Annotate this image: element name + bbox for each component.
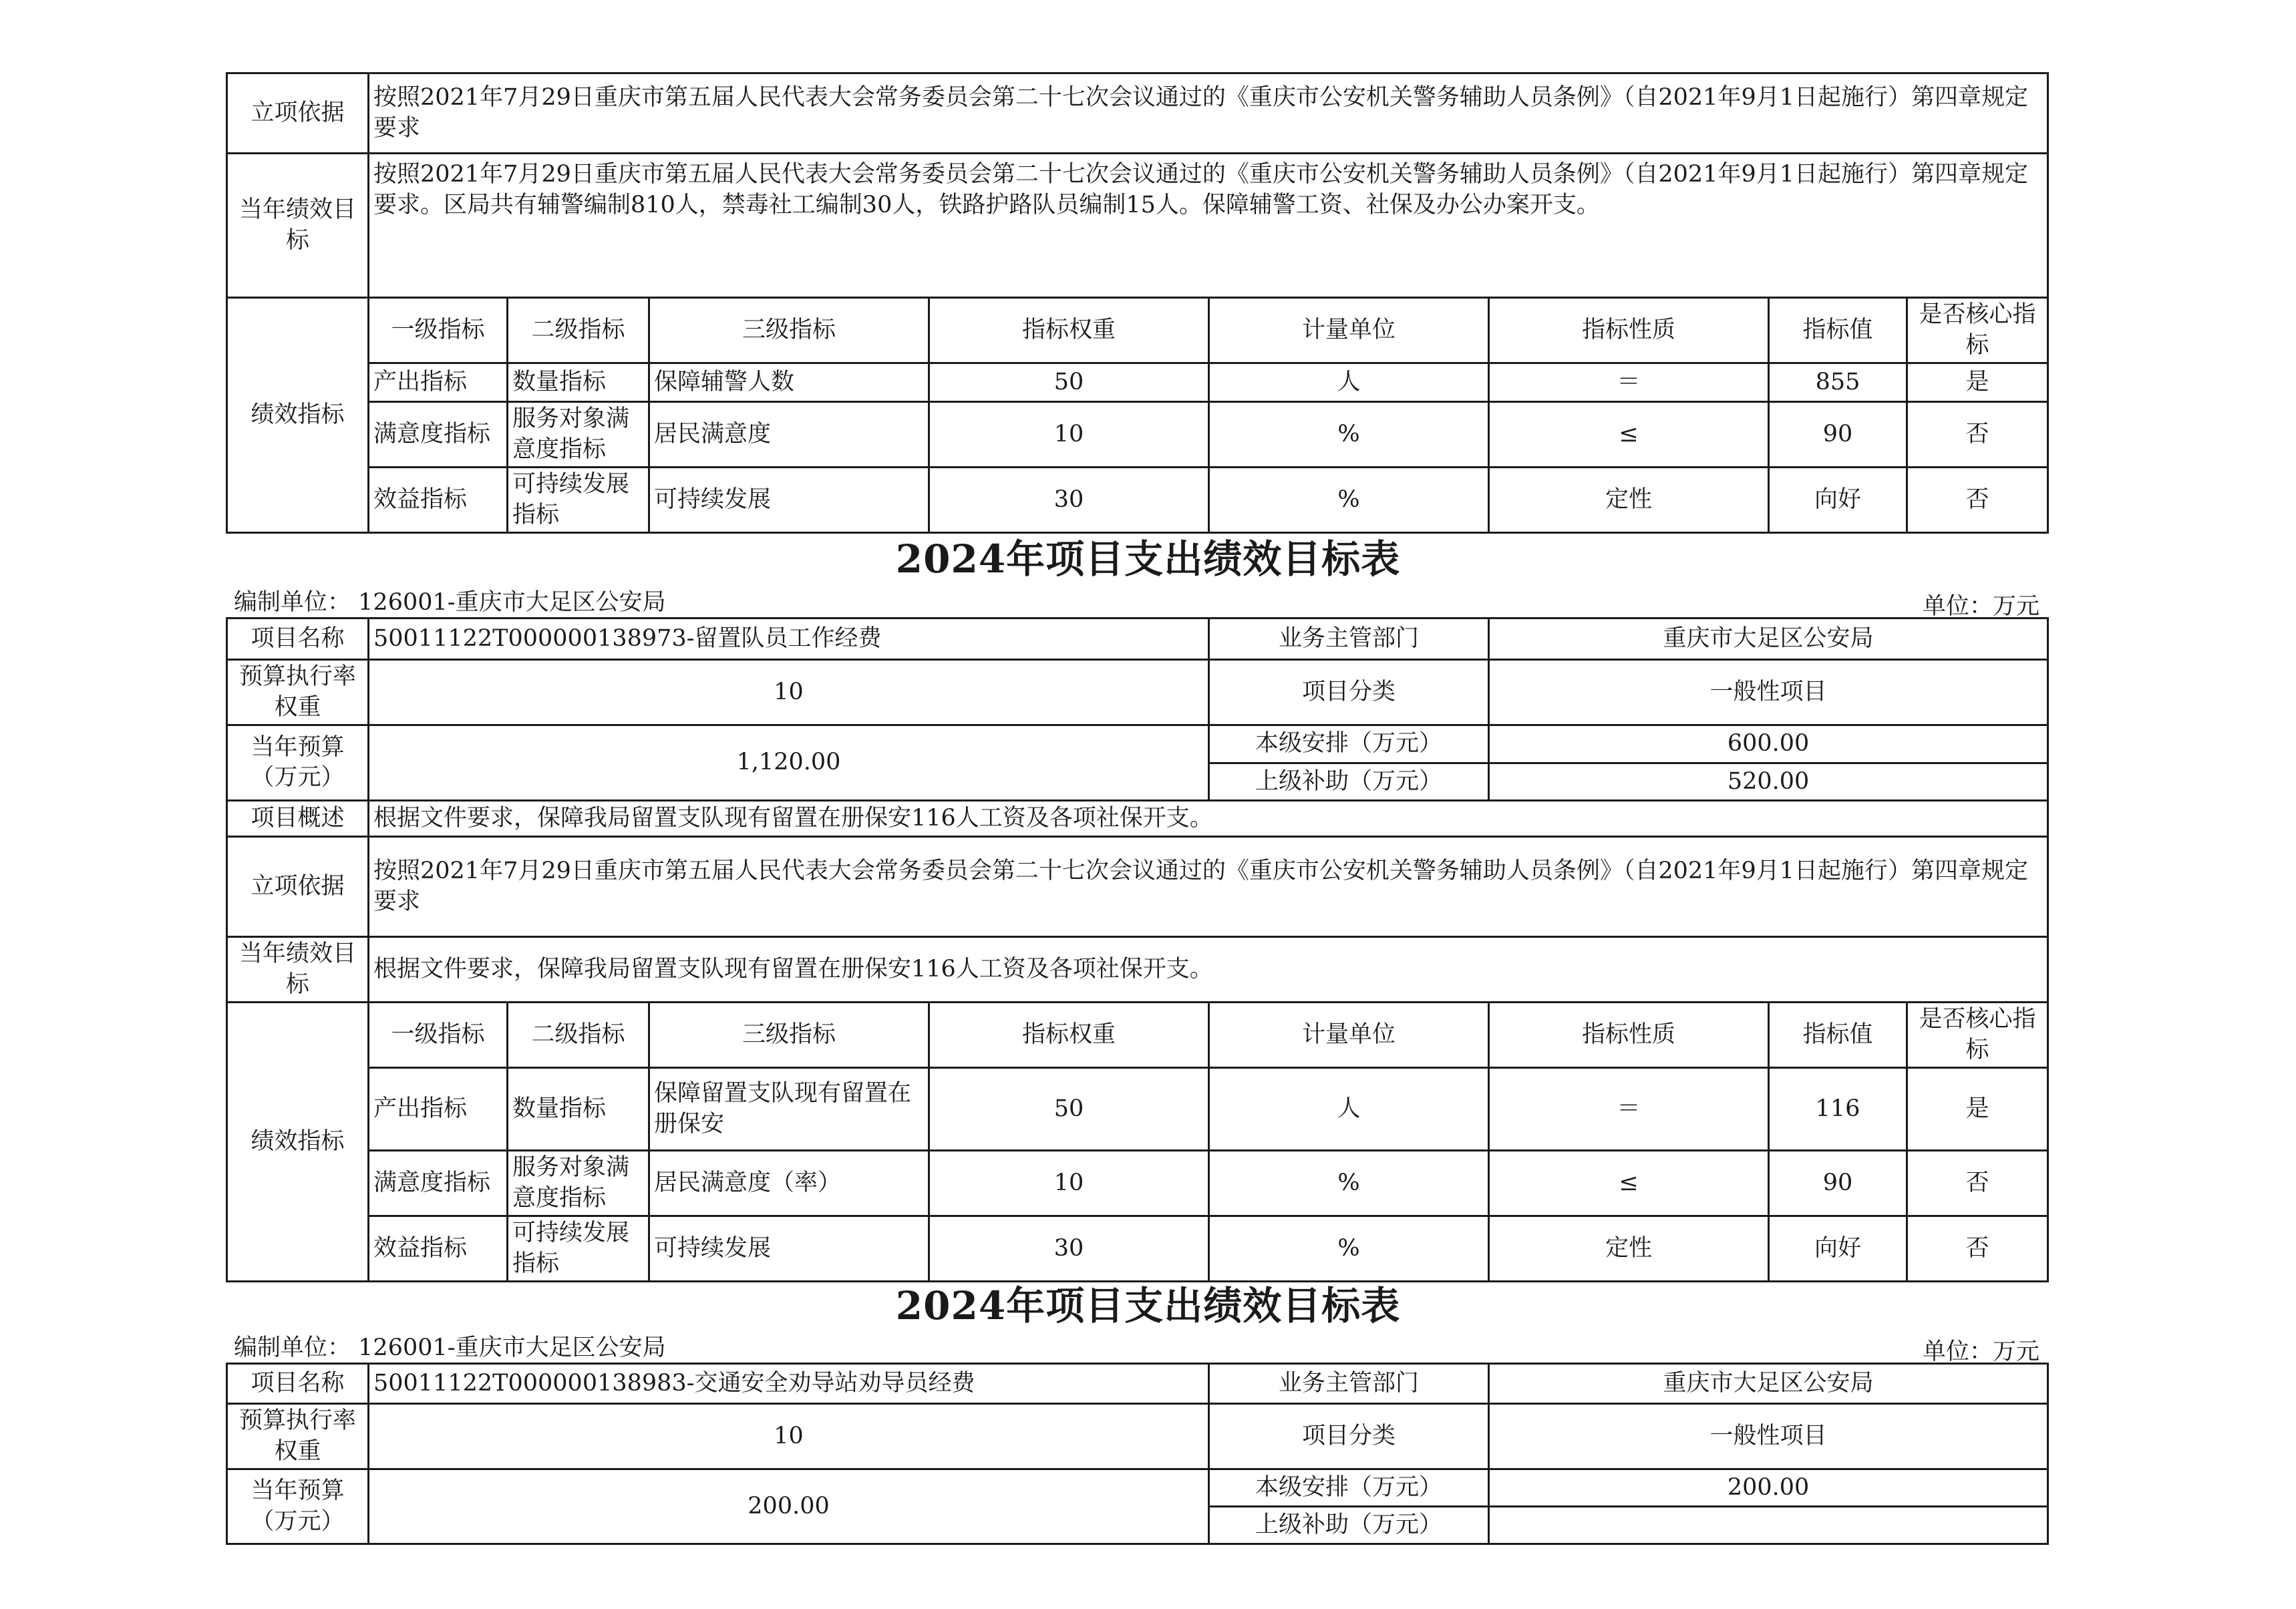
header-value: 指标值 bbox=[1769, 298, 1907, 363]
cell-l3: 居民满意度 bbox=[649, 402, 929, 468]
header-l2: 二级指标 bbox=[508, 298, 649, 363]
cell-weight: 50 bbox=[929, 363, 1209, 402]
exec-rate-weight-label: 预算执行率权重 bbox=[227, 1404, 369, 1469]
project-category-value: 一般性项目 bbox=[1489, 1404, 2048, 1469]
cell-unit: % bbox=[1209, 1151, 1489, 1216]
header-core: 是否核心指标 bbox=[1907, 298, 2048, 363]
table-row bbox=[227, 468, 2048, 533]
cell-weight: 10 bbox=[929, 402, 1209, 468]
cell-l2: 可持续发展指标 bbox=[508, 468, 649, 533]
project-name-label: 项目名称 bbox=[227, 618, 369, 660]
header-core: 是否核心指标 bbox=[1907, 1003, 2048, 1068]
exec-rate-weight-value: 10 bbox=[369, 1404, 1209, 1469]
block3-title: 2024年项目支出绩效目标表 bbox=[895, 1283, 1401, 1328]
header-l3: 三级指标 bbox=[649, 1003, 929, 1068]
own-arrangement-value: 200.00 bbox=[1489, 1469, 2048, 1507]
table-row bbox=[227, 363, 2048, 402]
cell-l2: 服务对象满意度指标 bbox=[508, 1151, 649, 1216]
cell-weight: 50 bbox=[929, 1068, 1209, 1151]
superior-subsidy-label: 上级补助（万元） bbox=[1209, 1507, 1489, 1544]
supervising-dept-value: 重庆市大足区公安局 bbox=[1489, 1364, 2048, 1404]
cell-l1: 产出指标 bbox=[369, 1068, 508, 1151]
supervising-dept-label: 业务主管部门 bbox=[1209, 618, 1489, 660]
superior-subsidy-value: 520.00 bbox=[1489, 763, 2048, 801]
project-name-value: 50011122T000000138983-交通安全劝导站劝导员经费 bbox=[369, 1364, 1209, 1404]
cell-l3: 保障留置支队现有留置在册保安 bbox=[649, 1068, 929, 1151]
supervising-dept-value: 重庆市大足区公安局 bbox=[1489, 618, 2048, 660]
block3-prepared-by bbox=[234, 1329, 666, 1363]
cell-l1: 满意度指标 bbox=[369, 1151, 508, 1216]
own-arrangement-label: 本级安排（万元） bbox=[1209, 1469, 1489, 1507]
exec-rate-weight-label: 预算执行率权重 bbox=[227, 660, 369, 725]
cell-value: 116 bbox=[1769, 1068, 1907, 1151]
header-l2: 二级指标 bbox=[508, 1003, 649, 1068]
header-unit: 计量单位 bbox=[1209, 298, 1489, 363]
cell-value: 90 bbox=[1769, 1151, 1907, 1216]
annual-goal-text: 根据文件要求，保障我局留置支队现有留置在册保安116人工资及各项社保开支。 bbox=[369, 937, 2048, 1003]
prepared-by-label: 编制单位： bbox=[234, 589, 351, 616]
cell-l3: 居民满意度（率） bbox=[649, 1151, 929, 1216]
cell-core: 否 bbox=[1907, 1216, 2048, 1282]
block2-unit-label: 单位：万元 bbox=[1922, 593, 2039, 620]
header-l1: 一级指标 bbox=[369, 1003, 508, 1068]
cell-core: 否 bbox=[1907, 1151, 2048, 1216]
header-nature: 指标性质 bbox=[1489, 298, 1769, 363]
header-weight: 指标权重 bbox=[929, 298, 1209, 363]
header-l3: 三级指标 bbox=[649, 298, 929, 363]
annual-budget-label: 当年预算（万元） bbox=[227, 1469, 369, 1544]
table-row bbox=[227, 1068, 2048, 1151]
superior-subsidy-value bbox=[1489, 1507, 2048, 1544]
annual-budget-value: 1,120.00 bbox=[369, 725, 1209, 801]
prepared-by-value: 126001-重庆市大足区公安局 bbox=[358, 1334, 666, 1361]
cell-unit: 人 bbox=[1209, 1068, 1489, 1151]
project-basis-label: 立项依据 bbox=[227, 837, 369, 937]
perf-indicators-label: 绩效指标 bbox=[227, 1003, 369, 1282]
block2-title: 2024年项目支出绩效目标表 bbox=[895, 536, 1401, 582]
cell-core: 是 bbox=[1907, 1068, 2048, 1151]
cell-l1: 产出指标 bbox=[369, 363, 508, 402]
header-value: 指标值 bbox=[1769, 1003, 1907, 1068]
cell-value: 向好 bbox=[1769, 468, 1907, 533]
cell-value: 向好 bbox=[1769, 1216, 1907, 1282]
prepared-by-label: 编制单位： bbox=[234, 1334, 351, 1361]
project-name-label: 项目名称 bbox=[227, 1364, 369, 1404]
project-name-value: 50011122T000000138973-留置队员工作经费 bbox=[369, 618, 1209, 660]
cell-nature: ＝ bbox=[1489, 1068, 1769, 1151]
header-l1: 一级指标 bbox=[369, 298, 508, 363]
project-basis-text: 按照2021年7月29日重庆市第五届人民代表大会常务委员会第二十七次会议通过的《重庆市公安机关警务辅助人员条例》（自2021年9月1日起施行）第四章规定要求 bbox=[369, 837, 2048, 937]
cell-l1: 效益指标 bbox=[369, 468, 508, 533]
cell-unit: % bbox=[1209, 402, 1489, 468]
project-category-value: 一般性项目 bbox=[1489, 660, 2048, 725]
project-basis-label: 立项依据 bbox=[227, 73, 369, 154]
prepared-by-value: 126001-重庆市大足区公安局 bbox=[358, 589, 666, 616]
exec-rate-weight-value: 10 bbox=[369, 660, 1209, 725]
cell-l1: 满意度指标 bbox=[369, 402, 508, 468]
cell-core: 否 bbox=[1907, 468, 2048, 533]
cell-nature: 定性 bbox=[1489, 468, 1769, 533]
block2-prepared-by bbox=[234, 584, 666, 617]
table-row bbox=[227, 402, 2048, 468]
superior-subsidy-label: 上级补助（万元） bbox=[1209, 763, 1489, 801]
cell-l3: 可持续发展 bbox=[649, 1216, 929, 1282]
project-overview-label: 项目概述 bbox=[227, 801, 369, 837]
block3-table bbox=[226, 1363, 2049, 1545]
annual-budget-label: 当年预算（万元） bbox=[227, 725, 369, 801]
cell-unit: 人 bbox=[1209, 363, 1489, 402]
cell-l2: 数量指标 bbox=[508, 1068, 649, 1151]
supervising-dept-label: 业务主管部门 bbox=[1209, 1364, 1489, 1404]
project-overview-text: 根据文件要求，保障我局留置支队现有留置在册保安116人工资及各项社保开支。 bbox=[369, 801, 2048, 837]
own-arrangement-value: 600.00 bbox=[1489, 725, 2048, 763]
cell-l3: 可持续发展 bbox=[649, 468, 929, 533]
header-weight: 指标权重 bbox=[929, 1003, 1209, 1068]
project-category-label: 项目分类 bbox=[1209, 660, 1489, 725]
cell-value: 90 bbox=[1769, 402, 1907, 468]
cell-weight: 30 bbox=[929, 1216, 1209, 1282]
block1-table bbox=[226, 72, 2049, 534]
cell-nature: ＝ bbox=[1489, 363, 1769, 402]
annual-goal-label: 当年绩效目标 bbox=[227, 937, 369, 1003]
cell-l2: 数量指标 bbox=[508, 363, 649, 402]
annual-budget-value: 200.00 bbox=[369, 1469, 1209, 1544]
cell-core: 是 bbox=[1907, 363, 2048, 402]
table-row bbox=[227, 1151, 2048, 1216]
header-unit: 计量单位 bbox=[1209, 1003, 1489, 1068]
cell-nature: ≤ bbox=[1489, 1151, 1769, 1216]
cell-l1: 效益指标 bbox=[369, 1216, 508, 1282]
project-basis-text: 按照2021年7月29日重庆市第五届人民代表大会常务委员会第二十七次会议通过的《重庆市公安机关警务辅助人员条例》（自2021年9月1日起施行）第四章规定要求 bbox=[369, 73, 2048, 154]
block3-unit-label: 单位：万元 bbox=[1922, 1338, 2039, 1365]
cell-value: 855 bbox=[1769, 363, 1907, 402]
table-row bbox=[227, 1216, 2048, 1282]
annual-goal-text: 按照2021年7月29日重庆市第五届人民代表大会常务委员会第二十七次会议通过的《重庆市公安机关警务辅助人员条例》（自2021年9月1日起施行）第四章规定要求。区局共有辅警编制810人，禁毒社工编制30人，铁路护路队员编制15人。保障辅警工资、社保及办公办案开支。 bbox=[369, 154, 2048, 298]
cell-l3: 保障辅警人数 bbox=[649, 363, 929, 402]
perf-indicators-label: 绩效指标 bbox=[227, 298, 369, 533]
cell-nature: 定性 bbox=[1489, 1216, 1769, 1282]
project-category-label: 项目分类 bbox=[1209, 1404, 1489, 1469]
cell-core: 否 bbox=[1907, 402, 2048, 468]
cell-unit: % bbox=[1209, 1216, 1489, 1282]
block2-table bbox=[226, 617, 2049, 1282]
own-arrangement-label: 本级安排（万元） bbox=[1209, 725, 1489, 763]
cell-nature: ≤ bbox=[1489, 402, 1769, 468]
header-nature: 指标性质 bbox=[1489, 1003, 1769, 1068]
cell-l2: 服务对象满意度指标 bbox=[508, 402, 649, 468]
cell-unit: % bbox=[1209, 468, 1489, 533]
cell-weight: 10 bbox=[929, 1151, 1209, 1216]
cell-weight: 30 bbox=[929, 468, 1209, 533]
annual-goal-label: 当年绩效目标 bbox=[227, 154, 369, 298]
cell-l2: 可持续发展指标 bbox=[508, 1216, 649, 1282]
